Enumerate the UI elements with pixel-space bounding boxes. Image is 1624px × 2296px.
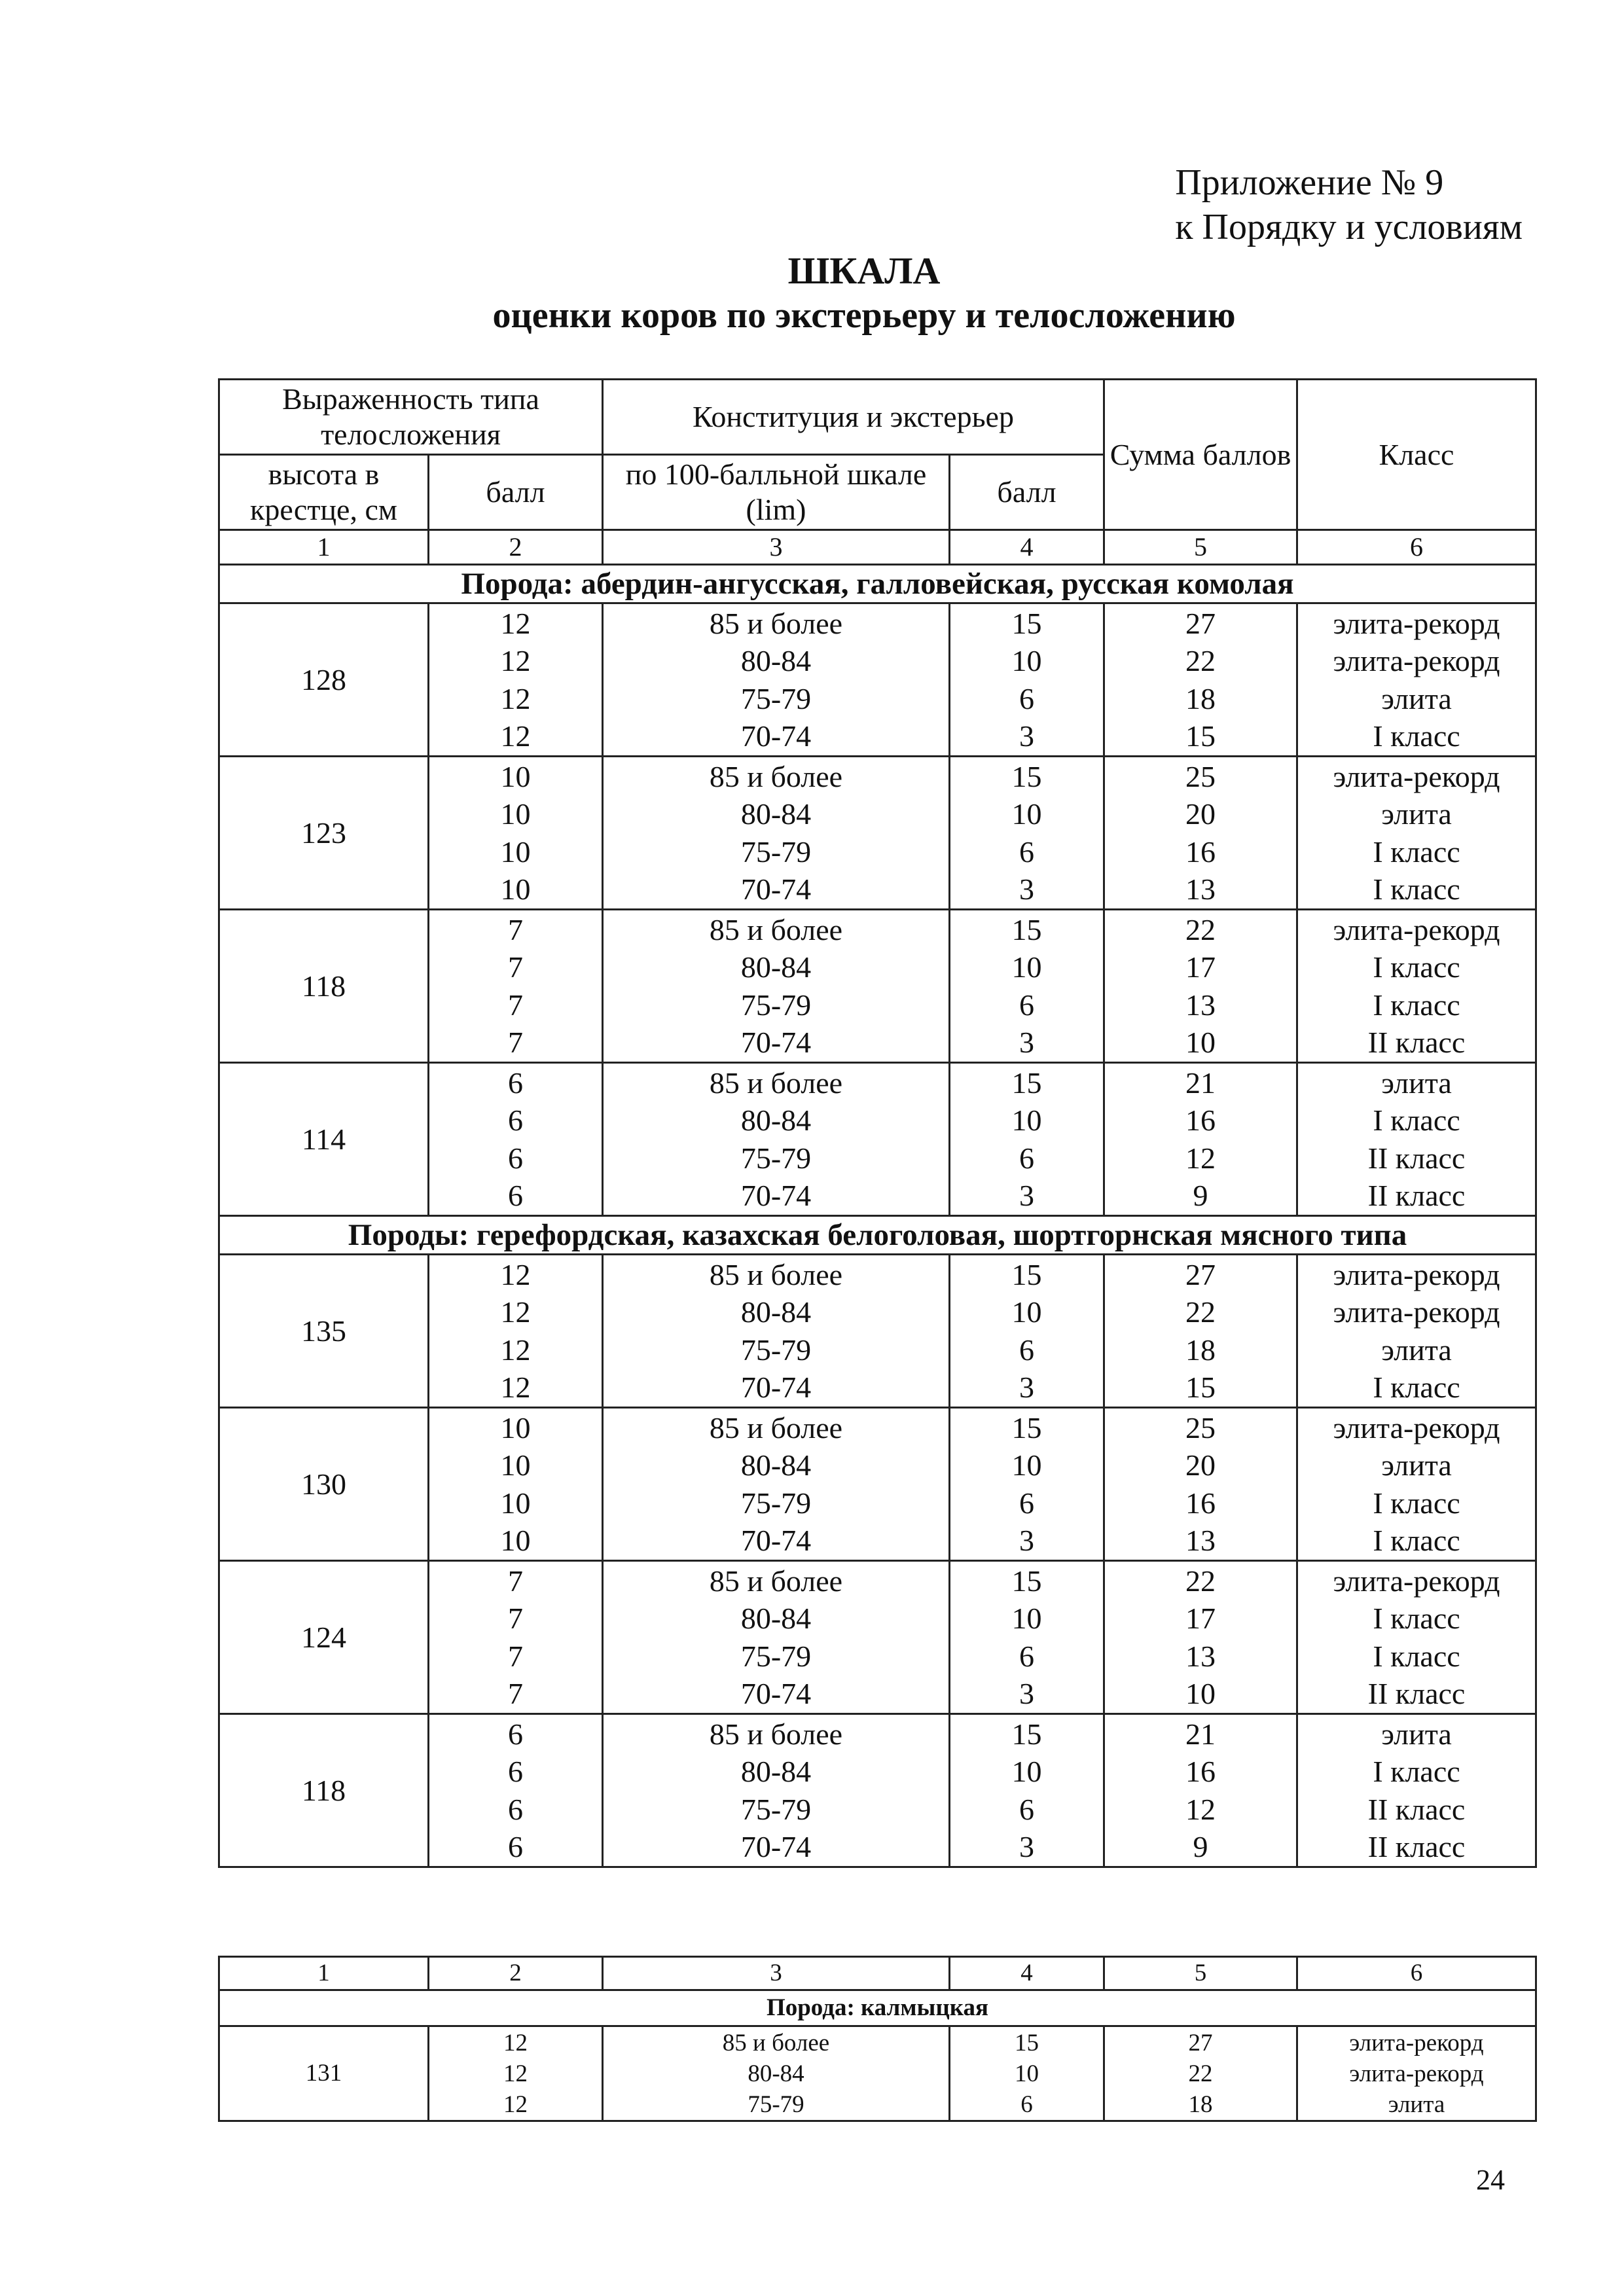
class-value: I класс xyxy=(1373,950,1460,984)
scale-range: 80-84 xyxy=(740,1295,812,1329)
class-value: элита xyxy=(1381,1717,1452,1751)
sum-value: 21 xyxy=(1185,1717,1216,1751)
score-value: 7 xyxy=(508,988,523,1022)
class-value: II класс xyxy=(1367,1677,1466,1710)
score-value: 10 xyxy=(500,1486,531,1520)
class-value: I класс xyxy=(1373,1371,1460,1404)
score-value: 6 xyxy=(508,1717,523,1751)
sum-value: 27 xyxy=(1188,2029,1213,2056)
scale-range: 75-79 xyxy=(740,1141,812,1175)
scale-range: 75-79 xyxy=(740,834,812,869)
class-value: элита-рекорд xyxy=(1333,912,1500,946)
scale-score: 10 xyxy=(1011,797,1042,831)
scale-range: 70-74 xyxy=(740,1830,812,1863)
sum-value: 27 xyxy=(1185,606,1216,640)
score-value: 6 xyxy=(508,1792,523,1826)
height-value: 114 xyxy=(219,1063,429,1216)
height-value: 118 xyxy=(219,1714,429,1867)
score-value: 12 xyxy=(503,2060,528,2087)
score-value: 7 xyxy=(508,1639,523,1673)
document-title: ШКАЛА xyxy=(787,249,941,292)
sum-value: 22 xyxy=(1188,2060,1213,2087)
scale-score: 6 xyxy=(1019,1486,1034,1520)
score-value: 7 xyxy=(508,1564,523,1598)
score-value: 12 xyxy=(500,681,531,715)
scale-range: 85 и более xyxy=(709,1257,843,1291)
scale-score: 3 xyxy=(1019,719,1034,753)
sum-value: 15 xyxy=(1185,1371,1216,1404)
sum-value: 10 xyxy=(1185,1677,1216,1710)
sum-value: 22 xyxy=(1185,912,1216,946)
scale-score: 6 xyxy=(1019,1792,1034,1826)
class-value: II класс xyxy=(1367,1179,1466,1212)
scale-range: 85 и более xyxy=(709,1717,843,1751)
class-value: I класс xyxy=(1373,1524,1460,1557)
class-value: I класс xyxy=(1373,1103,1460,1137)
table-row-group xyxy=(219,1408,1536,1561)
column-number-1: 1 xyxy=(219,530,429,565)
table-row-group xyxy=(219,757,1536,910)
class-value: I класс xyxy=(1373,719,1460,753)
column-number-5: 5 xyxy=(1104,530,1297,565)
scale-range: 85 и более xyxy=(709,606,843,640)
table-row-group xyxy=(219,603,1536,757)
sum-value: 16 xyxy=(1185,1486,1216,1520)
class-value: II класс xyxy=(1367,1026,1466,1059)
class-value: элита xyxy=(1381,797,1452,831)
class-value: I класс xyxy=(1373,872,1460,906)
score-value: 10 xyxy=(500,1410,531,1444)
scale-score: 3 xyxy=(1019,1371,1034,1404)
scale-range: 80-84 xyxy=(740,797,812,831)
scale-score: 10 xyxy=(1011,950,1042,984)
sum-value: 12 xyxy=(1185,1792,1216,1826)
breed-heading: Породы: герефордская, казахская белоголовая, шортгорнская мясного типа xyxy=(219,1216,1536,1255)
sum-value: 18 xyxy=(1185,1333,1216,1367)
scale-score: 3 xyxy=(1019,1179,1034,1212)
class-value: элита-рекорд xyxy=(1333,644,1500,677)
score-value: 6 xyxy=(508,1103,523,1137)
document-subtitle: оценки коров по экстерьеру и телосложению xyxy=(492,295,1236,336)
score-value: 12 xyxy=(500,1257,531,1291)
scale-range: 70-74 xyxy=(740,1371,812,1404)
scale-range: 85 и более xyxy=(709,912,843,946)
score-value: 6 xyxy=(508,1066,523,1100)
scale-score: 15 xyxy=(1015,2029,1039,2056)
scale-score: 10 xyxy=(1015,2060,1039,2087)
continuation-table xyxy=(218,1956,1537,2122)
scale-score: 15 xyxy=(1011,1257,1042,1291)
header-scale-100: по 100-балльной шкале (lim) xyxy=(603,455,950,530)
sum-value: 13 xyxy=(1185,1639,1216,1673)
scale-score: 6 xyxy=(1019,1141,1034,1175)
column-number-6: 6 xyxy=(1297,530,1536,565)
column-number-6: 6 xyxy=(1297,1957,1536,1990)
score-value: 10 xyxy=(500,834,531,869)
sum-value: 17 xyxy=(1185,1602,1216,1635)
class-value: элита xyxy=(1381,1448,1452,1482)
column-number-3: 3 xyxy=(603,530,950,565)
header-height: высота в крестце, см xyxy=(219,455,429,530)
score-value: 7 xyxy=(508,950,523,984)
sum-value: 13 xyxy=(1185,872,1216,906)
class-value: II класс xyxy=(1367,1792,1466,1826)
scale-range: 75-79 xyxy=(740,1792,812,1826)
scale-score: 15 xyxy=(1011,759,1042,793)
sum-value: 16 xyxy=(1185,834,1216,869)
score-value: 6 xyxy=(508,1830,523,1863)
scale-score: 10 xyxy=(1011,1448,1042,1482)
class-value: I класс xyxy=(1373,1639,1460,1673)
sum-value: 16 xyxy=(1185,1103,1216,1137)
height-value: 135 xyxy=(219,1255,429,1408)
scale-range: 70-74 xyxy=(740,872,812,906)
breed-heading: Порода: абердин-ангусская, галловейская, русская комолая xyxy=(219,565,1536,603)
scale-range: 75-79 xyxy=(748,2090,804,2118)
scale-range: 85 и более xyxy=(722,2029,830,2056)
scale-score: 15 xyxy=(1011,1066,1042,1100)
scale-score: 15 xyxy=(1011,606,1042,640)
scale-range: 85 и более xyxy=(709,1564,843,1598)
column-number-1: 1 xyxy=(219,1957,429,1990)
header-constitution-group: Конституция и экстерьер xyxy=(603,380,1104,455)
height-value: 128 xyxy=(219,603,429,757)
height-value: 130 xyxy=(219,1408,429,1561)
header-sum: Сумма баллов xyxy=(1104,380,1297,530)
class-value: элита-рекорд xyxy=(1333,606,1500,640)
table-row-group xyxy=(219,1561,1536,1714)
class-value: II класс xyxy=(1367,1141,1466,1175)
class-value: I класс xyxy=(1373,988,1460,1022)
score-value: 10 xyxy=(500,759,531,793)
score-value: 12 xyxy=(500,1333,531,1367)
score-value: 6 xyxy=(508,1179,523,1212)
page-number: 24 xyxy=(1476,2164,1505,2196)
header-type-group: Выраженность типа телосложения xyxy=(219,380,603,455)
scale-score: 6 xyxy=(1019,681,1034,715)
sum-value: 22 xyxy=(1185,644,1216,677)
score-value: 6 xyxy=(508,1755,523,1788)
score-value: 7 xyxy=(508,1026,523,1059)
scale-range: 70-74 xyxy=(740,1026,812,1059)
class-value: II класс xyxy=(1367,1830,1466,1863)
scale-score: 10 xyxy=(1011,1755,1042,1788)
table-row-group xyxy=(219,910,1536,1063)
scale-score: 10 xyxy=(1011,1103,1042,1137)
height-value: 131 xyxy=(219,2026,429,2121)
breed-heading: Порода: калмыцкая xyxy=(219,1990,1536,2026)
column-number-2: 2 xyxy=(429,1957,603,1990)
scale-score: 10 xyxy=(1011,644,1042,677)
sum-value: 18 xyxy=(1188,2090,1213,2118)
score-value: 6 xyxy=(508,1141,523,1175)
scale-range: 80-84 xyxy=(740,1448,812,1482)
height-value: 118 xyxy=(219,910,429,1063)
scale-score: 15 xyxy=(1011,1410,1042,1444)
score-value: 10 xyxy=(500,797,531,831)
scale-range: 70-74 xyxy=(740,1179,812,1212)
class-value: элита-рекорд xyxy=(1349,2060,1484,2087)
scale-range: 70-74 xyxy=(740,1677,812,1710)
scale-score: 10 xyxy=(1011,1295,1042,1329)
sum-value: 16 xyxy=(1185,1755,1216,1788)
column-number-2: 2 xyxy=(429,530,603,565)
scale-range: 80-84 xyxy=(740,1602,812,1635)
sum-value: 20 xyxy=(1185,797,1216,831)
score-value: 10 xyxy=(500,1524,531,1557)
scale-score: 3 xyxy=(1019,1026,1034,1059)
scale-range: 70-74 xyxy=(740,719,812,753)
scale-score: 6 xyxy=(1019,1639,1034,1673)
sum-value: 21 xyxy=(1185,1066,1216,1100)
appendix-line-1: Приложение № 9 xyxy=(1175,162,1444,203)
scale-range: 75-79 xyxy=(740,1486,812,1520)
sum-value: 13 xyxy=(1185,1524,1216,1557)
scale-score: 6 xyxy=(1020,2090,1033,2118)
scale-range: 70-74 xyxy=(740,1524,812,1557)
class-value: элита xyxy=(1381,1333,1452,1367)
class-value: элита-рекорд xyxy=(1333,1564,1500,1598)
column-number-4: 4 xyxy=(950,1957,1104,1990)
scale-score: 6 xyxy=(1019,988,1034,1022)
score-value: 12 xyxy=(500,1371,531,1404)
sum-value: 25 xyxy=(1185,1410,1216,1444)
score-value: 12 xyxy=(500,644,531,677)
sum-value: 25 xyxy=(1185,759,1216,793)
scale-score: 10 xyxy=(1011,1602,1042,1635)
header-score-2: балл xyxy=(950,455,1104,530)
table-row-group xyxy=(219,1063,1536,1216)
scale-range: 85 и более xyxy=(709,1066,843,1100)
scale-range: 85 и более xyxy=(709,1410,843,1444)
scale-range: 75-79 xyxy=(740,988,812,1022)
sum-value: 15 xyxy=(1185,719,1216,753)
score-value: 10 xyxy=(500,872,531,906)
header-class: Класс xyxy=(1297,380,1536,530)
sum-value: 9 xyxy=(1193,1179,1208,1212)
class-value: элита-рекорд xyxy=(1333,1410,1500,1444)
scale-range: 80-84 xyxy=(740,1755,812,1788)
height-value: 123 xyxy=(219,757,429,910)
scale-score: 15 xyxy=(1011,912,1042,946)
scale-range: 80-84 xyxy=(740,950,812,984)
scale-score: 3 xyxy=(1019,872,1034,906)
scale-score: 15 xyxy=(1011,1564,1042,1598)
scale-range: 75-79 xyxy=(740,1333,812,1367)
sum-value: 12 xyxy=(1185,1141,1216,1175)
score-value: 12 xyxy=(503,2090,528,2118)
score-value: 12 xyxy=(500,1295,531,1329)
sum-value: 10 xyxy=(1185,1026,1216,1059)
sum-value: 27 xyxy=(1185,1257,1216,1291)
height-value: 124 xyxy=(219,1561,429,1714)
scale-range: 80-84 xyxy=(740,644,812,677)
sum-value: 22 xyxy=(1185,1564,1216,1598)
class-value: элита xyxy=(1388,2090,1445,2118)
score-value: 7 xyxy=(508,1602,523,1635)
scale-range: 80-84 xyxy=(740,1103,812,1137)
class-value: элита xyxy=(1381,681,1452,715)
sum-value: 22 xyxy=(1185,1295,1216,1329)
scale-score: 6 xyxy=(1019,834,1034,869)
appendix-reference xyxy=(1175,160,1523,249)
class-value: элита-рекорд xyxy=(1333,1295,1500,1329)
sum-value: 18 xyxy=(1185,681,1216,715)
table-row-group xyxy=(219,1714,1536,1867)
scale-score: 6 xyxy=(1019,1333,1034,1367)
score-value: 7 xyxy=(508,1677,523,1710)
appendix-line-2: к Порядку и условиям xyxy=(1175,207,1523,247)
scale-range: 75-79 xyxy=(740,1639,812,1673)
sum-value: 13 xyxy=(1185,988,1216,1022)
sum-value: 17 xyxy=(1185,950,1216,984)
score-value: 12 xyxy=(500,606,531,640)
table-row-group xyxy=(219,1255,1536,1408)
score-value: 12 xyxy=(503,2029,528,2056)
scale-range: 75-79 xyxy=(740,681,812,715)
column-number-3: 3 xyxy=(603,1957,950,1990)
class-value: I класс xyxy=(1373,1486,1460,1520)
scale-score: 3 xyxy=(1019,1677,1034,1710)
table-row-group xyxy=(219,2026,1536,2121)
scale-range: 80-84 xyxy=(748,2060,804,2087)
sum-value: 20 xyxy=(1185,1448,1216,1482)
class-value: элита xyxy=(1381,1066,1452,1100)
column-number-4: 4 xyxy=(950,530,1104,565)
score-value: 10 xyxy=(500,1448,531,1482)
scale-score: 15 xyxy=(1011,1717,1042,1751)
score-value: 7 xyxy=(508,912,523,946)
class-value: I класс xyxy=(1373,1755,1460,1788)
class-value: I класс xyxy=(1373,834,1460,869)
class-value: элита-рекорд xyxy=(1349,2029,1484,2056)
header-score-1: балл xyxy=(429,455,603,530)
sum-value: 9 xyxy=(1193,1830,1208,1863)
class-value: I класс xyxy=(1373,1602,1460,1635)
column-number-5: 5 xyxy=(1104,1957,1297,1990)
scale-range: 85 и более xyxy=(709,759,843,793)
class-value: элита-рекорд xyxy=(1333,759,1500,793)
scale-score: 3 xyxy=(1019,1524,1034,1557)
class-value: элита-рекорд xyxy=(1333,1257,1500,1291)
scale-score: 3 xyxy=(1019,1830,1034,1863)
score-value: 12 xyxy=(500,719,531,753)
scoring-table xyxy=(218,378,1537,1868)
